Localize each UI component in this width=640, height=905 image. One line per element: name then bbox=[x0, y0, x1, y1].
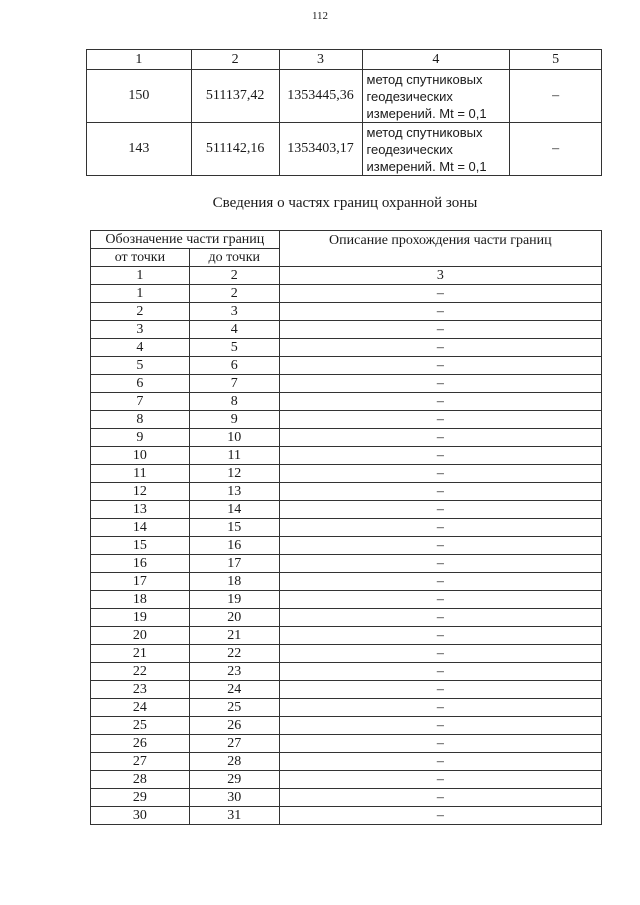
description-cell: – bbox=[279, 339, 601, 357]
column-number: 3 bbox=[279, 50, 362, 70]
description-cell: – bbox=[279, 591, 601, 609]
from-point: 22 bbox=[91, 663, 190, 681]
method-line: измерений. Mt = 0,1 bbox=[366, 158, 487, 174]
to-point: 11 bbox=[189, 447, 279, 465]
from-point: 20 bbox=[91, 627, 190, 645]
table-row bbox=[91, 573, 602, 591]
header-group: Обозначение части границ bbox=[91, 231, 280, 249]
table-row bbox=[91, 285, 602, 303]
description-cell: – bbox=[279, 411, 601, 429]
table-row bbox=[91, 771, 602, 789]
from-point: 28 bbox=[91, 771, 190, 789]
description-cell: – bbox=[279, 285, 601, 303]
table-row bbox=[91, 411, 602, 429]
section-title: Сведения о частях границ охранной зоны bbox=[212, 195, 478, 211]
to-point: 16 bbox=[189, 537, 279, 555]
from-point: 27 bbox=[91, 753, 190, 771]
to-point: 12 bbox=[189, 465, 279, 483]
to-point: 9 bbox=[189, 411, 279, 429]
table-row bbox=[91, 465, 602, 483]
from-point: 14 bbox=[91, 519, 190, 537]
table-row bbox=[91, 591, 602, 609]
method-line: измерений. Mt = 0,1 bbox=[366, 105, 487, 121]
point-number: 143 bbox=[87, 123, 192, 176]
description-cell: – bbox=[279, 321, 601, 339]
from-point: 18 bbox=[91, 591, 190, 609]
table-row bbox=[91, 303, 602, 321]
coordinate-x: 511137,42 bbox=[191, 70, 279, 123]
description-cell: – bbox=[279, 627, 601, 645]
to-point: 7 bbox=[189, 375, 279, 393]
table-row bbox=[91, 519, 602, 537]
to-point: 14 bbox=[189, 501, 279, 519]
description-cell: – bbox=[279, 537, 601, 555]
method-line: метод спутниковых bbox=[366, 71, 483, 87]
table-row bbox=[91, 789, 602, 807]
table-row bbox=[87, 70, 602, 123]
description-cell: – bbox=[279, 573, 601, 591]
table-row bbox=[87, 123, 602, 176]
table-row bbox=[91, 681, 602, 699]
table-row bbox=[91, 375, 602, 393]
from-point: 26 bbox=[91, 735, 190, 753]
header-description: Описание прохождения части границ bbox=[279, 231, 601, 267]
to-point: 30 bbox=[189, 789, 279, 807]
coordinates-table bbox=[86, 49, 602, 176]
description-cell: – bbox=[279, 681, 601, 699]
table-row bbox=[91, 429, 602, 447]
method-description bbox=[362, 70, 510, 123]
header-to: до точки bbox=[189, 249, 279, 267]
from-point: 23 bbox=[91, 681, 190, 699]
from-point: 10 bbox=[91, 447, 190, 465]
column-number: 1 bbox=[87, 50, 192, 70]
description-cell: – bbox=[279, 375, 601, 393]
to-point: 25 bbox=[189, 699, 279, 717]
from-point: 6 bbox=[91, 375, 190, 393]
description-cell: – bbox=[279, 303, 601, 321]
table-row bbox=[91, 645, 602, 663]
from-point: 3 bbox=[91, 321, 190, 339]
description-cell: – bbox=[279, 393, 601, 411]
description-cell: – bbox=[279, 645, 601, 663]
to-point: 28 bbox=[189, 753, 279, 771]
column-number: 3 bbox=[279, 267, 601, 285]
numbering-row bbox=[91, 267, 602, 285]
method-line: геодезических bbox=[366, 141, 453, 157]
column-number: 2 bbox=[191, 50, 279, 70]
from-point: 9 bbox=[91, 429, 190, 447]
to-point: 13 bbox=[189, 483, 279, 501]
from-point: 2 bbox=[91, 303, 190, 321]
to-point: 20 bbox=[189, 609, 279, 627]
to-point: 6 bbox=[189, 357, 279, 375]
header-from: от точки bbox=[91, 249, 190, 267]
description-cell: – bbox=[279, 663, 601, 681]
from-point: 17 bbox=[91, 573, 190, 591]
boundary-parts-table bbox=[90, 230, 602, 825]
column-number: 5 bbox=[510, 50, 602, 70]
to-point: 26 bbox=[189, 717, 279, 735]
to-point: 18 bbox=[189, 573, 279, 591]
from-point: 25 bbox=[91, 717, 190, 735]
coordinate-y: 1353403,17 bbox=[279, 123, 362, 176]
to-point: 17 bbox=[189, 555, 279, 573]
from-point: 21 bbox=[91, 645, 190, 663]
column-number: 2 bbox=[189, 267, 279, 285]
coordinate-x: 511142,16 bbox=[191, 123, 279, 176]
description-cell: – bbox=[279, 699, 601, 717]
to-point: 10 bbox=[189, 429, 279, 447]
note-cell: – bbox=[510, 123, 602, 176]
table-row bbox=[91, 717, 602, 735]
column-number: 4 bbox=[362, 50, 510, 70]
to-point: 19 bbox=[189, 591, 279, 609]
to-point: 15 bbox=[189, 519, 279, 537]
description-cell: – bbox=[279, 717, 601, 735]
description-cell: – bbox=[279, 501, 601, 519]
table-row bbox=[91, 807, 602, 825]
table-row bbox=[91, 321, 602, 339]
to-point: 21 bbox=[189, 627, 279, 645]
table-row bbox=[91, 699, 602, 717]
page-number: 112 bbox=[311, 10, 329, 22]
to-point: 8 bbox=[189, 393, 279, 411]
from-point: 7 bbox=[91, 393, 190, 411]
table-row bbox=[91, 339, 602, 357]
description-cell: – bbox=[279, 447, 601, 465]
description-cell: – bbox=[279, 753, 601, 771]
from-point: 16 bbox=[91, 555, 190, 573]
from-point: 8 bbox=[91, 411, 190, 429]
description-cell: – bbox=[279, 555, 601, 573]
table-header-row bbox=[91, 231, 602, 249]
from-point: 30 bbox=[91, 807, 190, 825]
description-cell: – bbox=[279, 483, 601, 501]
table-header-row bbox=[87, 50, 602, 70]
description-cell: – bbox=[279, 357, 601, 375]
from-point: 1 bbox=[91, 285, 190, 303]
description-cell: – bbox=[279, 771, 601, 789]
from-point: 11 bbox=[91, 465, 190, 483]
table-row bbox=[91, 627, 602, 645]
to-point: 2 bbox=[189, 285, 279, 303]
description-cell: – bbox=[279, 465, 601, 483]
to-point: 23 bbox=[189, 663, 279, 681]
to-point: 22 bbox=[189, 645, 279, 663]
from-point: 29 bbox=[91, 789, 190, 807]
from-point: 19 bbox=[91, 609, 190, 627]
table-row bbox=[91, 501, 602, 519]
table-row bbox=[91, 555, 602, 573]
point-number: 150 bbox=[87, 70, 192, 123]
table-row bbox=[91, 537, 602, 555]
table-row bbox=[91, 357, 602, 375]
from-point: 24 bbox=[91, 699, 190, 717]
description-cell: – bbox=[279, 735, 601, 753]
to-point: 3 bbox=[189, 303, 279, 321]
description-cell: – bbox=[279, 519, 601, 537]
method-description bbox=[362, 123, 510, 176]
coordinate-y: 1353445,36 bbox=[279, 70, 362, 123]
method-line: метод спутниковых bbox=[366, 124, 483, 140]
column-number: 1 bbox=[91, 267, 190, 285]
description-cell: – bbox=[279, 609, 601, 627]
description-cell: – bbox=[279, 789, 601, 807]
from-point: 15 bbox=[91, 537, 190, 555]
method-line: геодезических bbox=[366, 88, 453, 104]
to-point: 5 bbox=[189, 339, 279, 357]
from-point: 12 bbox=[91, 483, 190, 501]
table-row bbox=[91, 393, 602, 411]
table-row bbox=[91, 483, 602, 501]
note-cell: – bbox=[510, 70, 602, 123]
from-point: 13 bbox=[91, 501, 190, 519]
to-point: 27 bbox=[189, 735, 279, 753]
table-row bbox=[91, 753, 602, 771]
table-row bbox=[91, 735, 602, 753]
from-point: 4 bbox=[91, 339, 190, 357]
from-point: 5 bbox=[91, 357, 190, 375]
table-row bbox=[91, 609, 602, 627]
description-cell: – bbox=[279, 429, 601, 447]
table-row bbox=[91, 447, 602, 465]
to-point: 4 bbox=[189, 321, 279, 339]
to-point: 29 bbox=[189, 771, 279, 789]
to-point: 31 bbox=[189, 807, 279, 825]
to-point: 24 bbox=[189, 681, 279, 699]
table-row bbox=[91, 663, 602, 681]
description-cell: – bbox=[279, 807, 601, 825]
